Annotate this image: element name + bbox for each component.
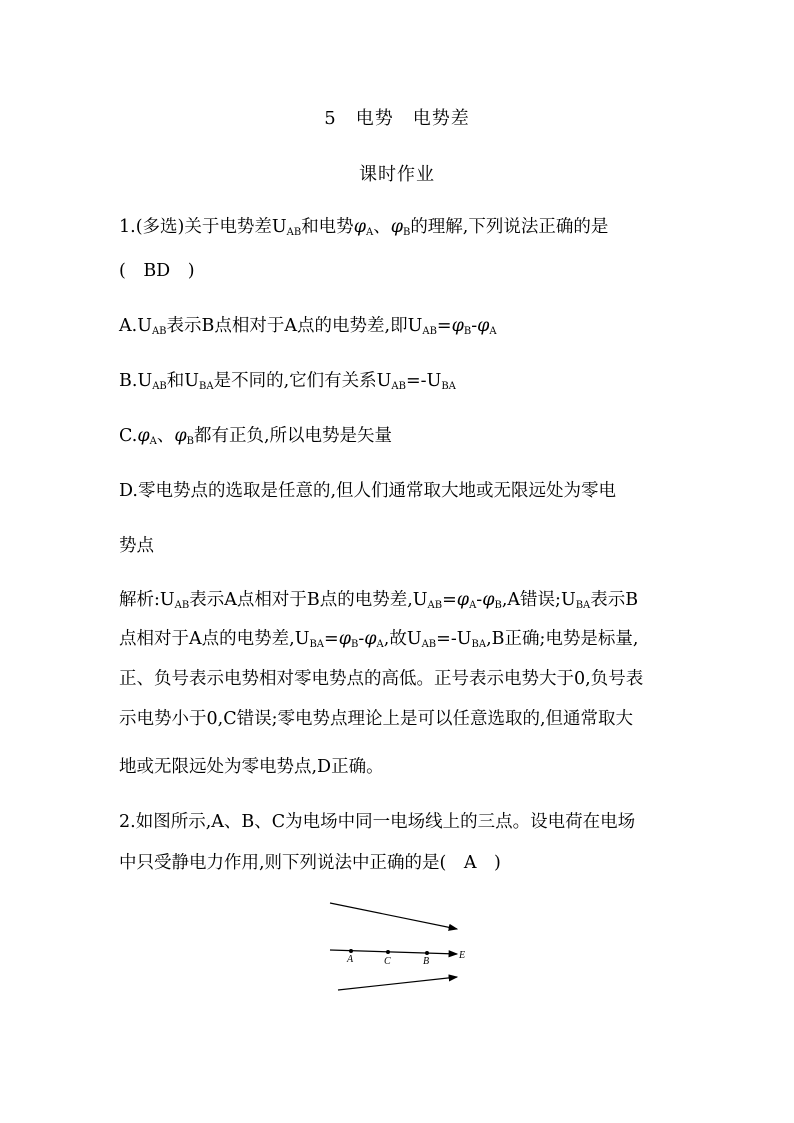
q1-option-c: $C.\varphi_A$、$\varphi_B$都有正负,所以电势是矢量: [119, 426, 393, 447]
label-b: B: [423, 956, 430, 967]
page-subtitle: 课时作业: [359, 164, 435, 185]
electric-field-figure: [325, 895, 470, 995]
q1-option-d-line1: D.零电势点的选取是任意的,但人们通常取大地或无限远处为零电: [119, 481, 617, 501]
analysis-line-4: 示电势小于0,C错误;零电势点理论上是可以任意选取的,但通常取大: [119, 709, 634, 729]
analysis-line-3: 正、负号表示电势相对零电势点的高低。正号表示电势大于0,负号表: [119, 669, 644, 689]
analysis-line-1: 解析$:U_{AB}$表示A点相对于B点的电势差$,U_{AB}=\varphi_A-\varphi_B,A$错误$;U_{BA}$表示B: [119, 590, 639, 611]
point-a-dot: [349, 949, 353, 953]
field-line-bottom: [338, 977, 457, 990]
label-e: E: [459, 950, 466, 961]
q2-stem-line2: 中只受静电力作用,则下列说法中正确的是( A ): [119, 853, 501, 873]
q1-option-b: $B.U_{AB}$和$U_{BA}$是不同的,它们有关系$U_{AB}=-U_{BA}$: [119, 371, 456, 392]
field-line-top: [330, 903, 457, 929]
section-title: 5 电势 电势差: [324, 108, 470, 129]
label-a: A: [347, 954, 354, 965]
label-c: C: [384, 956, 391, 967]
point-c-dot: [386, 950, 390, 954]
analysis-line-2: 点相对于A点的电势差$,U_{BA}=\varphi_B-\varphi_A$,故$U_{AB}=-U_{BA},B$正确;电势是标量,: [119, 629, 639, 650]
q2-stem-line1: 2.如图所示,A、B、C为电场中同一电场线上的三点。设电荷在电场: [119, 812, 636, 832]
q1-answer: ( BD ): [119, 261, 195, 281]
q1-option-d-line2: 势点: [119, 536, 154, 556]
analysis-line-5: 地或无限远处为零电势点,D正确。: [119, 757, 384, 777]
point-b-dot: [425, 951, 429, 955]
q1-stem: 1.(多选)关于电势差$U_{AB}$和电势$\varphi_A$、$\varphi_B$的理解,下列说法正确的是: [119, 217, 609, 238]
q1-option-a: $A.U_{AB}$表示B点相对于A点的电势差,即$U_{AB}=\varphi_B-\varphi_A$: [119, 316, 497, 337]
